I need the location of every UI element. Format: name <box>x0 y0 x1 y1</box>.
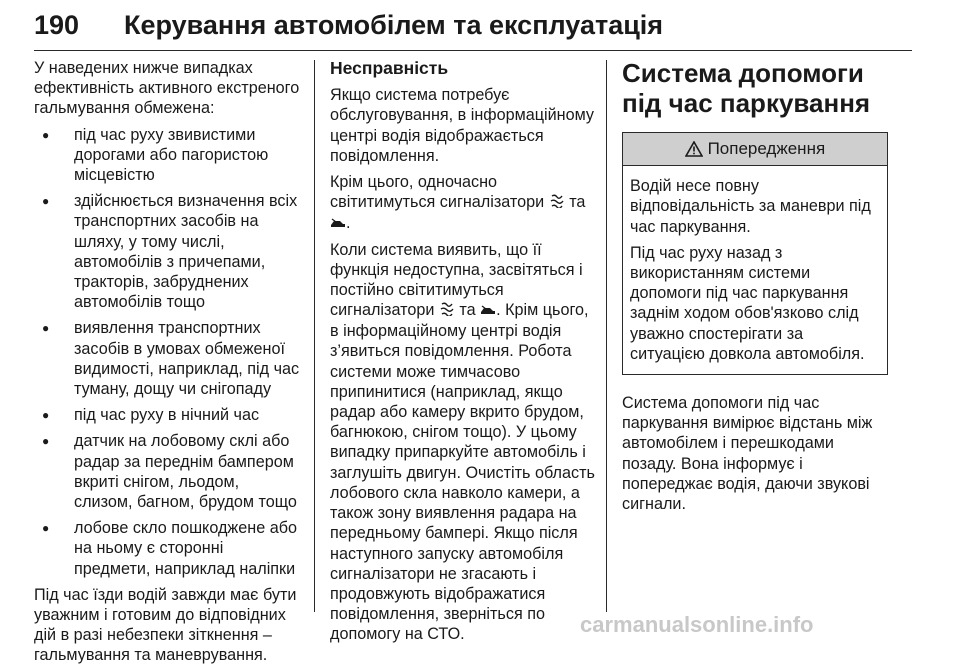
unavailable-paragraph: Коли система виявить, що її функція недоступна, засвітяться і постійно світитимуться сигналізатори та . Крім цього, в інформаційному центрі водія з’явиться повідомлення. Робота системи може тимчасово припинитися (наприклад, якщо радар або камеру вкрито брудом, багнюкою, снігом тощо). У цьому випадку припаркуйте автомобіль і заглушіть двигун. Очистіть область лобового скла навколо камери, а також зону виявлення радара на передньому бампері. Якщо після наступного запуску автомобіля сигналізатори не згасають і продовжують відображатися повідомлення, зверніться по допомогу на СТО. <box>330 240 595 644</box>
column-divider <box>314 60 315 612</box>
esc-off-icon <box>549 193 565 213</box>
warning-paragraph: Під час руху назад з використанням системи допомоги під час паркування заднім ходом обов'язково слід уважно спостерігати за ситуацією довкола автомобіля. <box>630 243 865 363</box>
service-paragraph: Якщо система потребує обслуговування, в інформаційному центрі водія відображається повідомлення. <box>330 86 595 165</box>
watermark: carmanualsonline.info <box>580 612 814 637</box>
header-rule <box>34 50 912 51</box>
malfunction-heading: Несправність <box>330 58 449 78</box>
page-header <box>34 10 912 50</box>
column-divider <box>606 60 607 612</box>
intro-paragraph: У наведених нижче випадках ефективність активного екстреного гальмування обмежена: <box>34 59 300 118</box>
list-item: ● здійснюється визначення всіх транспортних засобів на шляху, у тому числі, автомобілів з причепами, тракторів, забруднених автомобілів тощо <box>34 191 300 312</box>
column-3 <box>622 58 888 520</box>
parking-assist-heading: Система допомоги під час паркування <box>622 58 871 118</box>
list-item: ● виявлення транспортних засобів в умовах обмеженої видимості, наприклад, під час туману, дощу чи снігопаду <box>34 318 300 399</box>
limitations-list <box>34 125 300 579</box>
warning-triangle-icon <box>685 139 708 158</box>
outro-paragraph: Під час їзди водій завжди має бути уважним і готовим до відповідних дій в разі небезпеки зіткнення – гальмування та маневрування. <box>34 585 297 665</box>
list-item: ● під час руху в нічний час <box>34 405 300 425</box>
warning-body <box>623 166 887 374</box>
warning-title: Попередження <box>707 139 826 158</box>
parking-assist-paragraph: Система допомоги під час паркування вимірює відстань між автомобілем і перешкодами позаду. Вона інформує і попереджає водія, даючи звукові сигнали. <box>622 394 873 514</box>
esc-off-icon <box>439 301 455 321</box>
column-2 <box>330 58 596 651</box>
indicators-paragraph: Крім цього, одночасно світитимуться сигналізатори та . <box>330 173 586 233</box>
car-collision-warning-icon <box>330 214 346 234</box>
car-collision-warning-icon <box>480 301 496 321</box>
list-item: ● лобове скло пошкоджене або на ньому є сторонні предмети, наприклад наліпки <box>34 518 300 579</box>
list-item: ● датчик на лобовому склі або радар за переднім бампером вкриті снігом, льодом, слизом, багном, брудом тощо <box>34 431 300 512</box>
column-1 <box>34 58 300 672</box>
warning-box <box>622 132 888 375</box>
page-number: 190 <box>34 10 80 40</box>
list-item: ● під час руху звивистими дорогами або пагористою місцевістю <box>34 125 300 186</box>
warning-header <box>623 133 887 166</box>
warning-paragraph: Водій несе повну відповідальність за маневри під час паркування. <box>630 177 871 236</box>
page-title: Керування автомобілем та експлуатація <box>124 10 664 40</box>
